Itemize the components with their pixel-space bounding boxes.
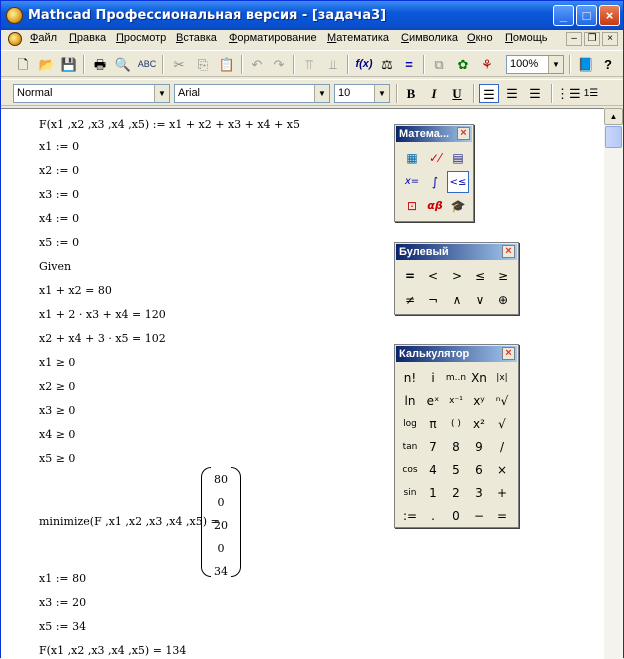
graph-palette-icon[interactable]: ✓⁄ — [428, 151, 442, 165]
menu-view[interactable]: Просмотр — [116, 32, 167, 44]
title-bar — [1, 1, 623, 30]
function-definition[interactable]: F(x1 ,x2 ,x3 ,x4 ,x5) := x1 + x2 + x3 + x4 + x5 — [39, 118, 300, 131]
calc-digit-3-button[interactable]: 3 — [475, 486, 483, 500]
separator — [396, 84, 398, 103]
menu-insert[interactable]: Вставка — [176, 32, 217, 44]
bool-equal-button[interactable]: = — [404, 269, 416, 283]
x3-initial[interactable]: x3 := 0 — [39, 188, 80, 201]
align-left-icon[interactable]: ☰ — [479, 84, 499, 103]
chevron-down-icon[interactable]: ▼ — [154, 85, 169, 102]
bool-and-button[interactable]: ∧ — [452, 293, 462, 307]
help-book-icon[interactable]: 📘 — [577, 57, 595, 72]
separator — [83, 55, 85, 74]
calc-imaginary-i-button[interactable]: i — [431, 371, 435, 385]
calc-assign-button[interactable]: := — [402, 509, 418, 523]
redo-icon[interactable]: ↷ — [273, 57, 285, 72]
calc-digit-2-button[interactable]: 2 — [452, 486, 460, 500]
separator — [423, 55, 425, 74]
given-keyword[interactable]: Given — [39, 260, 72, 273]
separator — [473, 84, 475, 103]
calc-absolute-value-button[interactable]: |x| — [496, 373, 508, 383]
math-palette-title[interactable]: Матема... — [396, 126, 472, 142]
zoom-select[interactable] — [506, 55, 564, 74]
calc-range-variable-button[interactable]: m..n — [445, 373, 467, 383]
greek-palette-icon[interactable]: αβ — [427, 199, 443, 212]
scroll-thumb[interactable] — [605, 126, 622, 148]
calc-parentheses-button[interactable]: ( ) — [451, 419, 461, 429]
save-icon[interactable]: 💾 — [60, 57, 78, 72]
tree-icon[interactable]: ⚘ — [481, 57, 493, 72]
bool-less-equal-button[interactable]: ≤ — [474, 269, 486, 283]
menu-window[interactable]: Окно — [467, 32, 493, 44]
mathcad-app-icon[interactable] — [6, 7, 23, 24]
close-icon[interactable]: × — [502, 245, 515, 258]
bool-or-button[interactable]: ∨ — [475, 293, 485, 307]
align-down-icon[interactable]: ⫫ — [329, 57, 337, 72]
insert-function-icon[interactable]: f(x) — [355, 58, 373, 70]
math-palette — [394, 124, 474, 222]
bool-not-button[interactable]: ¬ — [427, 293, 439, 307]
calc-log-button[interactable]: log — [403, 419, 417, 429]
doc-minimize-button[interactable]: – — [566, 32, 582, 46]
help-icon[interactable]: ? — [604, 57, 612, 72]
open-icon[interactable]: 📂 — [38, 57, 56, 72]
menu-bar — [1, 30, 623, 49]
resource-icon[interactable]: ✿ — [457, 57, 469, 72]
calc-minus-button[interactable]: − — [473, 509, 485, 523]
calculus-palette-icon[interactable]: ∫ — [431, 175, 439, 189]
x5-assign-result[interactable]: x5 := 34 — [39, 620, 87, 633]
paste-icon[interactable]: 📋 — [218, 57, 236, 72]
calc-plus-button[interactable]: + — [496, 486, 508, 500]
menu-help[interactable]: Помощь — [505, 32, 548, 44]
calculator-palette — [394, 344, 519, 528]
x1-initial[interactable]: x1 := 0 — [39, 140, 80, 153]
separator — [293, 55, 295, 74]
size-select[interactable] — [334, 84, 390, 103]
new-icon[interactable]: 🗋 — [17, 57, 29, 72]
spell-check-icon[interactable]: ABC — [137, 59, 157, 69]
boolean-palette — [394, 242, 519, 315]
close-icon[interactable]: × — [502, 347, 515, 360]
bullet-list-icon[interactable]: ⋮☰ — [556, 86, 581, 101]
menu-file[interactable]: Файл — [30, 32, 58, 44]
menu-math[interactable]: Математика — [327, 32, 389, 44]
constraint-3[interactable]: x2 + x4 + 3 · x5 = 102 — [39, 332, 166, 345]
menu-symbolics[interactable]: Символика — [401, 32, 458, 44]
calc-digit-7-button[interactable]: 7 — [429, 440, 437, 454]
matrix-palette-icon[interactable]: ▤ — [452, 151, 464, 165]
boolean-palette-title[interactable]: Булевый — [396, 244, 517, 260]
calc-sin-button[interactable]: sin — [403, 488, 417, 498]
bool-greater-equal-button[interactable]: ≥ — [497, 269, 509, 283]
print-icon[interactable]: 🖶 — [93, 57, 107, 72]
calculate-icon[interactable]: = — [405, 57, 413, 72]
document-icon[interactable] — [8, 32, 22, 46]
calc-inverse-button[interactable]: x⁻¹ — [449, 396, 463, 406]
calc-exponential-button[interactable]: eˣ — [426, 394, 440, 408]
constraint-x1-nonneg[interactable]: x1 ≥ 0 — [39, 356, 76, 369]
font-value: Arial — [178, 87, 201, 99]
function-evaluation[interactable]: F(x1 ,x2 ,x3 ,x4 ,x5) = 134 — [39, 644, 187, 657]
calc-equals-button[interactable]: = — [496, 509, 508, 523]
constraint-1[interactable]: x1 + x2 = 80 — [39, 284, 112, 297]
calc-tan-button[interactable]: tan — [402, 442, 418, 452]
style-select[interactable] — [13, 84, 170, 103]
vertical-scrollbar[interactable] — [604, 108, 623, 659]
font-select[interactable] — [174, 84, 330, 103]
calc-digit-5-button[interactable]: 5 — [452, 463, 460, 477]
calc-factorial-button[interactable]: n! — [403, 371, 417, 385]
menu-format[interactable]: Форматирование — [229, 32, 317, 44]
doc-restore-button[interactable]: ❐ — [584, 32, 600, 46]
x2-initial[interactable]: x2 := 0 — [39, 164, 80, 177]
calc-nth-root-button[interactable]: ⁿ√ — [495, 394, 509, 408]
undo-icon[interactable]: ↶ — [251, 57, 263, 72]
standard-toolbar — [1, 50, 623, 77]
calc-multiply-button[interactable]: × — [496, 463, 508, 477]
minimize-button[interactable]: _ — [553, 5, 574, 26]
calculator-palette-title[interactable]: Калькулятор — [396, 346, 517, 362]
separator — [347, 55, 349, 74]
result-matrix[interactable] — [201, 467, 241, 577]
minimize-expression[interactable]: minimize(F ,x1 ,x2 ,x3 ,x4 ,x5) = — [39, 515, 220, 528]
separator — [569, 55, 571, 74]
align-top-icon[interactable]: ⫪ — [305, 57, 313, 72]
calc-digit-9-button[interactable]: 9 — [475, 440, 483, 454]
separator — [162, 55, 164, 74]
calc-decimal-point-button[interactable]: . — [431, 509, 435, 523]
align-right-icon[interactable]: ☰ — [529, 86, 541, 101]
matrix-cell: 20 — [214, 519, 228, 532]
size-value: 10 — [338, 87, 351, 99]
calc-natural-log-button[interactable]: ln — [404, 394, 416, 408]
calc-square-button[interactable]: x² — [473, 417, 485, 431]
boolean-palette-icon[interactable]: <≤ — [447, 171, 469, 193]
calc-square-root-button[interactable]: √ — [498, 417, 506, 431]
constraint-x4-nonneg[interactable]: x4 ≥ 0 — [39, 428, 76, 441]
x3-assign-result[interactable]: x3 := 20 — [39, 596, 87, 609]
symbolic-palette-icon[interactable]: 🎓 — [450, 199, 466, 213]
constraint-2[interactable]: x1 + 2 · x3 + x4 = 120 — [39, 308, 166, 321]
bool-greater-button[interactable]: > — [451, 269, 463, 283]
matrix-cell: 34 — [214, 565, 228, 578]
calc-digit-4-button[interactable]: 4 — [429, 463, 437, 477]
calc-digit-6-button[interactable]: 6 — [475, 463, 483, 477]
numbered-list-icon[interactable]: 1☰ — [583, 88, 599, 99]
scroll-up-icon[interactable]: ▲ — [604, 108, 623, 125]
bool-less-button[interactable]: < — [427, 269, 439, 283]
calc-cos-button[interactable]: cos — [402, 465, 418, 475]
calc-power-button[interactable]: xʸ — [473, 394, 485, 408]
print-preview-icon[interactable]: 🔍 — [114, 57, 132, 72]
formatting-toolbar — [1, 79, 623, 106]
zoom-value: 100% — [510, 58, 539, 70]
doc-close-button[interactable]: × — [602, 32, 618, 46]
bold-button[interactable]: B — [406, 86, 416, 101]
calc-subscript-button[interactable]: Xn — [471, 371, 487, 385]
bool-not-equal-button[interactable]: ≠ — [404, 293, 416, 307]
close-button[interactable]: × — [599, 5, 620, 26]
calc-digit-0-button[interactable]: 0 — [452, 509, 460, 523]
calc-pi-button[interactable]: π — [429, 417, 437, 431]
chevron-down-icon[interactable]: ▼ — [314, 85, 329, 102]
window-title: Mathcad Профессиональная версия - [задача3] — [28, 8, 387, 23]
calculator-palette-icon[interactable]: ▦ — [406, 151, 418, 165]
underline-button[interactable]: U — [452, 86, 462, 101]
matrix-cell: 0 — [217, 496, 225, 509]
constraint-x5-nonneg[interactable]: x5 ≥ 0 — [39, 452, 76, 465]
cut-icon[interactable]: ✂ — [173, 57, 185, 72]
separator — [551, 84, 553, 103]
maximize-button[interactable]: □ — [576, 5, 597, 26]
copy-icon[interactable]: ⎘ — [197, 57, 209, 72]
x5-initial[interactable]: x5 := 0 — [39, 236, 80, 249]
style-value: Normal — [17, 87, 53, 99]
matrix-cell: 80 — [214, 473, 228, 486]
x1-assign-result[interactable]: x1 := 80 — [39, 572, 87, 585]
x4-initial[interactable]: x4 := 0 — [39, 212, 80, 225]
programming-palette-icon[interactable]: ⊡ — [406, 199, 418, 213]
italic-button[interactable]: I — [431, 86, 437, 101]
chevron-down-icon[interactable]: ▼ — [374, 85, 389, 102]
bool-xor-button[interactable]: ⊕ — [497, 293, 509, 307]
close-icon[interactable]: × — [457, 127, 470, 140]
matrix-cell: 0 — [217, 542, 225, 555]
calc-divide-button[interactable]: / — [499, 440, 505, 454]
constraint-x2-nonneg[interactable]: x2 ≥ 0 — [39, 380, 76, 393]
constraint-x3-nonneg[interactable]: x3 ≥ 0 — [39, 404, 76, 417]
worksheet[interactable] — [1, 108, 604, 659]
component-icon[interactable]: ⧉ — [434, 57, 444, 72]
evaluation-palette-icon[interactable]: x= — [404, 176, 420, 187]
calc-digit-8-button[interactable]: 8 — [452, 440, 460, 454]
align-center-icon[interactable]: ☰ — [506, 86, 518, 101]
separator — [241, 55, 243, 74]
insert-unit-icon[interactable]: ⚖ — [381, 57, 393, 72]
menu-edit[interactable]: Правка — [69, 32, 107, 44]
chevron-down-icon[interactable]: ▼ — [548, 56, 563, 73]
calc-digit-1-button[interactable]: 1 — [429, 486, 437, 500]
